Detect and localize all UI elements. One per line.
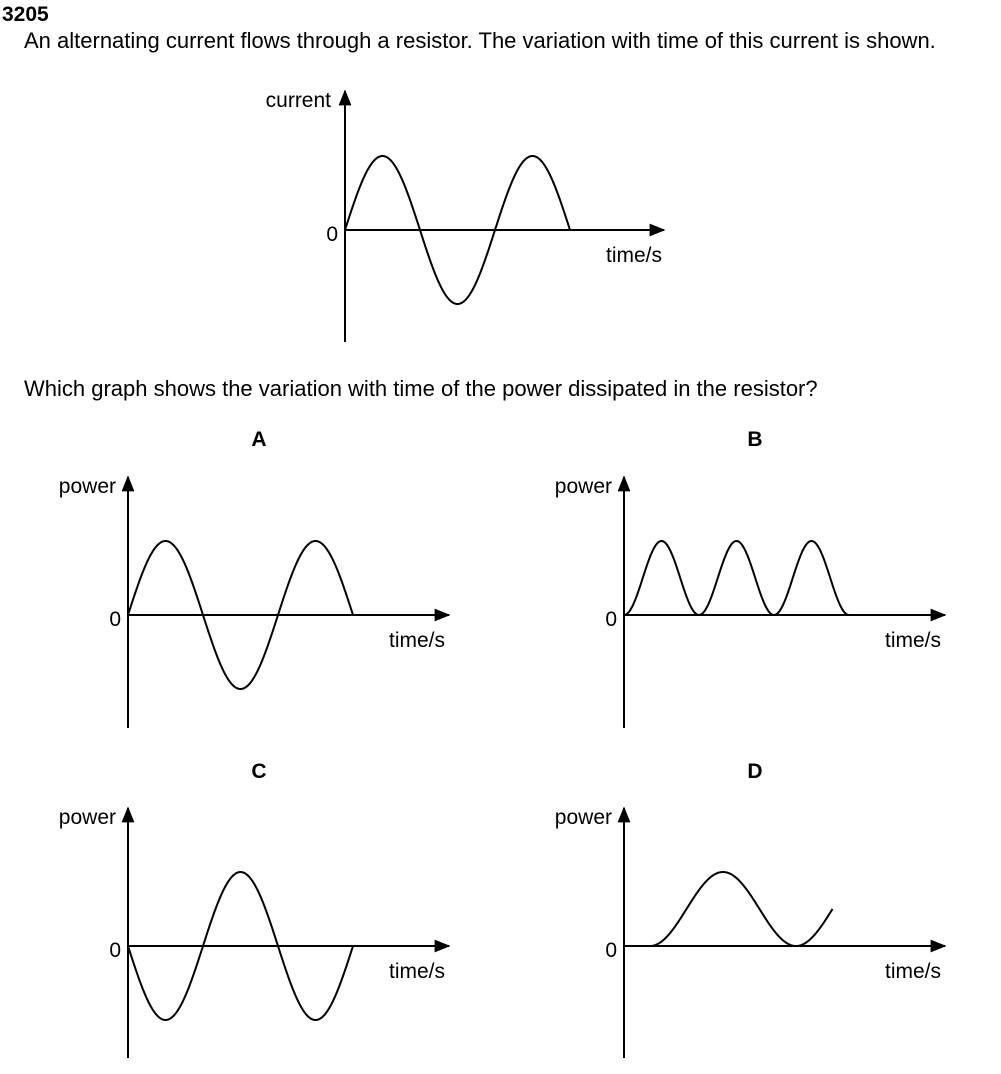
option-d-origin-label: 0: [605, 939, 617, 962]
option-d-y-label: power: [554, 806, 612, 829]
option-b-letter[interactable]: B: [747, 428, 763, 451]
question-stem: An alternating current flows through a resistor. The variation with time of this current is shown.: [24, 28, 936, 53]
current-x-label: time/s: [606, 244, 663, 267]
option-b-curve: [624, 541, 849, 615]
question-prompt: Which graph shows the variation with time of the power dissipated in the resistor?: [24, 376, 818, 401]
option-a-origin-label: 0: [109, 608, 121, 631]
option-c-letter[interactable]: C: [251, 760, 267, 783]
option-d-x-label: time/s: [885, 960, 942, 983]
option-b-graph[interactable]: [555, 475, 945, 728]
option-b-x-label: time/s: [885, 629, 942, 652]
option-b-origin-label: 0: [605, 608, 617, 631]
option-c-graph[interactable]: [59, 806, 449, 1058]
current-graph: [266, 89, 664, 342]
option-d-curve: [624, 872, 833, 946]
option-c-y-label: power: [58, 806, 116, 829]
option-b-y-label: power: [554, 475, 612, 498]
option-d-graph[interactable]: [555, 806, 945, 1058]
option-c-x-label: time/s: [389, 960, 446, 983]
option-a-letter[interactable]: A: [251, 428, 267, 451]
option-c-origin-label: 0: [109, 939, 121, 962]
option-a-y-label: power: [58, 475, 116, 498]
question-number: 3205: [2, 3, 49, 26]
option-a-x-label: time/s: [389, 629, 446, 652]
current-origin-label: 0: [326, 223, 338, 246]
current-y-label: current: [265, 89, 331, 112]
option-a-graph[interactable]: [59, 475, 449, 728]
option-d-letter[interactable]: D: [747, 760, 763, 783]
